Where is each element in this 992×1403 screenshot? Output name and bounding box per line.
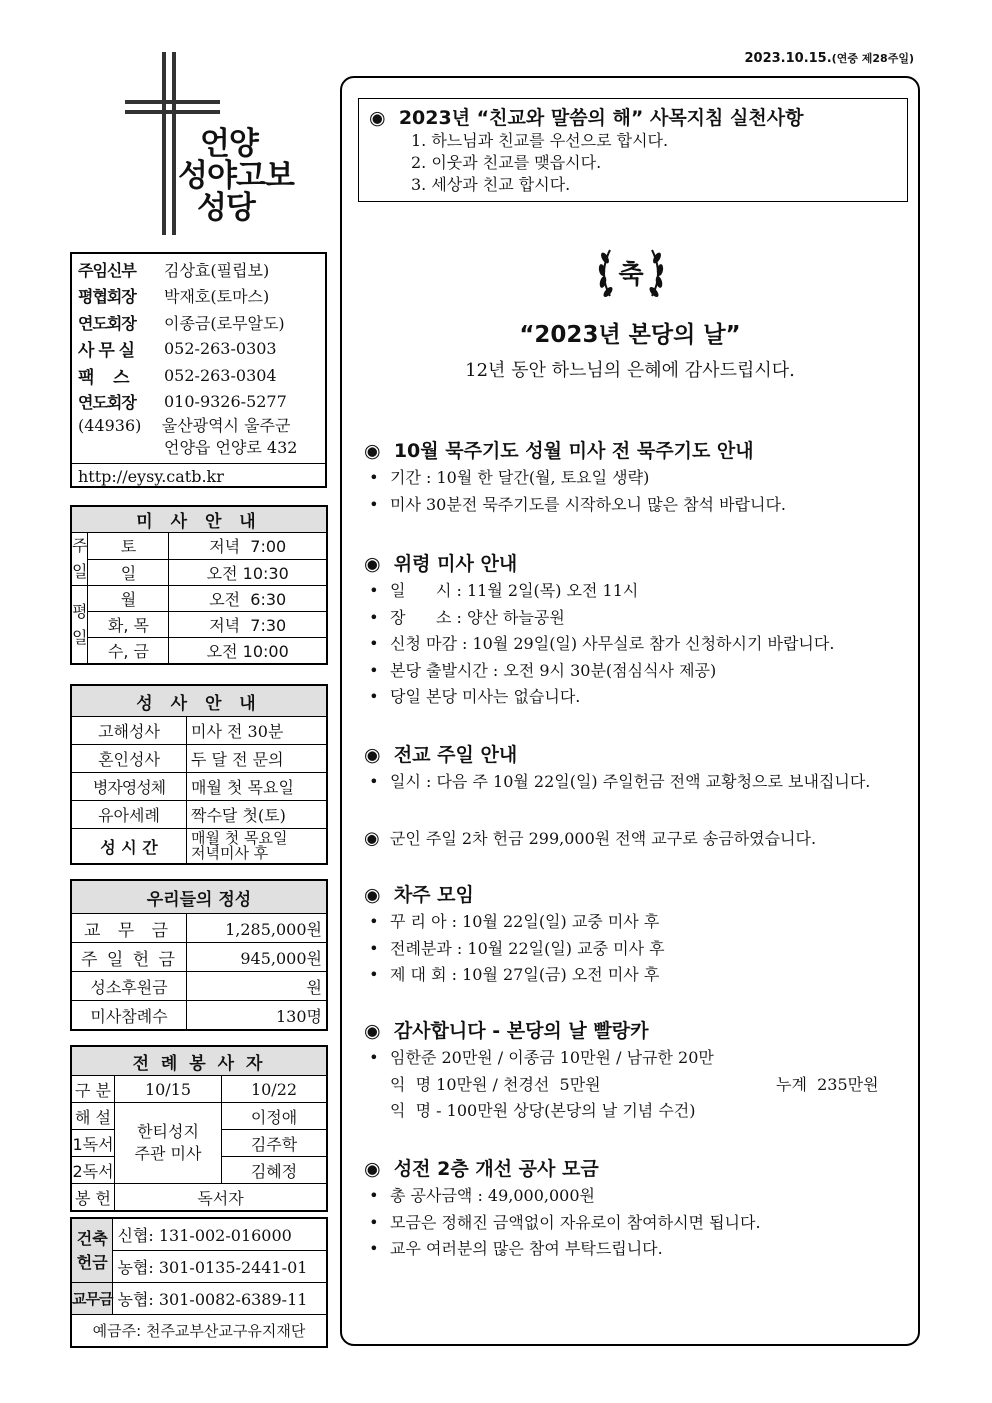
laurel-wreath-icon [596,238,666,308]
list-item: 본당 출발시간 : 오전 9시 30분(점심식사 제공) [390,660,717,680]
section-title: 감사합니다 - 본당의 날 빨랑카 [393,1020,649,1042]
table-row [71,1001,327,1031]
week-text: (연중 제28주일) [831,52,914,65]
account-holder: 예금주: 천주교부산교구유지재단 [71,1315,327,1348]
offering-name: 교 무 금 [71,914,187,943]
pastoral-item: 3. 세상과 친교 합시다. [411,175,571,194]
info-row [78,309,319,336]
mass-time: 오전 10:00 [169,638,327,665]
section-title: 성전 2층 개선 공사 모금 [393,1158,599,1180]
table-row [71,943,327,972]
list-item: 모금은 정해진 금액없이 자유로이 참여하시면 됩니다. [390,1212,761,1232]
pastoral-guideline-box [358,98,908,202]
table-row [71,914,327,943]
target-bullet-icon: ◉ [369,107,386,129]
mass-day: 화, 목 [88,612,169,638]
offering-amount: 130명 [187,1001,328,1031]
info-key: 주임신부 [78,260,136,280]
table-row [71,801,327,829]
bank-account-table [70,1217,328,1348]
server-name: 한티성지 [137,1122,199,1141]
list-item: 꾸 리 아 : 10월 22일(일) 교중 미사 후 [390,912,660,931]
parish-info-box [70,252,327,488]
list-item: 교우 여러분의 많은 참여 부탁드립니다. [390,1239,663,1258]
building-fund-label: 건축 [76,1228,108,1248]
list-item: 당일 본당 미사는 없습니다. [390,687,581,706]
bulletin-date [744,50,914,66]
sacrament-name: 병자영성체 [71,773,187,801]
sacrament-desc: 두 달 전 문의 [187,745,328,773]
building-fund-label: 헌금 [76,1252,108,1272]
mass-time: 저녁 7:30 [169,612,327,638]
list-item: 일시 : 다음 주 10월 22일(일) 주일헌금 전액 교황청으로 보내집니다. [390,772,871,791]
info-key: 연도회장 [78,313,136,333]
sacrament-name: 혼인성사 [71,745,187,773]
table-row [71,972,327,1001]
offering-name: 성소후원금 [71,972,187,1001]
server-role: 1독서 [71,1130,115,1157]
account-number: 신협: 131-002-016000 [113,1218,327,1251]
info-key: 팩 스 [78,367,129,388]
table-row [71,1184,327,1212]
server-name: 김혜정 [222,1157,328,1184]
sacrament-desc: 미사 전 30분 [187,717,328,745]
pastoral-title: 2023년 “친교와 말씀의 해” 사목지침 실천사항 [398,107,804,129]
target-bullet-icon: ◉ [364,440,381,462]
mass-day: 토 [88,533,169,560]
target-bullet-icon: ◉ [364,1158,381,1180]
servers-col-label: 구 분 [71,1076,115,1103]
church-name-line2: 성야고보 [178,158,294,194]
info-value: 052-263-0303 [164,339,277,359]
table-row [71,559,327,586]
table-row [71,717,327,745]
table-row [71,1283,327,1315]
info-row [78,336,319,363]
table-row [71,1315,327,1348]
servers-table-title: 전 례 봉 사 자 [71,1046,327,1076]
list-item: 총 공사금액 : 49,000,000원 [390,1186,595,1205]
account-number: 농협: 301-0135-2441-01 [113,1251,327,1283]
list-item: 제 대 회 : 10월 27일(금) 오전 미사 후 [390,965,660,984]
sacrament-desc: 저녁미사 후 [191,844,269,862]
list-item: 익 명 10만원 / 천경선 5만원 [390,1074,601,1094]
target-bullet-icon: ◉ [364,828,380,849]
church-name [178,128,294,224]
offering-amount: 945,000원 [187,943,328,972]
mass-time: 오전 10:30 [169,559,327,586]
table-row [71,745,327,773]
target-bullet-icon: ◉ [364,744,381,766]
table-row [71,533,327,560]
tithe-label: 교무금 [71,1283,113,1315]
table-row [71,1103,327,1130]
offering-table-title: 우리들의 정성 [71,880,327,914]
target-bullet-icon: ◉ [364,1020,381,1042]
website-link[interactable]: http://eysy.catb.kr [72,463,325,486]
sacrament-name: 고해성사 [71,717,187,745]
info-value: 이종금(로무알도) [164,313,285,333]
table-row [71,1218,327,1251]
feast-title: “2023년 본당의 날” [519,322,741,348]
info-key: 연도회장 [78,393,136,413]
server-role: 2독서 [71,1157,115,1184]
list-item: 익 명 - 100만원 상당(본당의 날 기념 수건) [390,1101,696,1120]
table-row [71,612,327,638]
list-item: 장 소 : 양산 하늘공원 [390,607,565,627]
construction-fund-section: ◉ 성전 2층 개선 공사 모금 • 총 공사금액 : 49,000,000원 • 모금은 정해진 금액없이 자유로이 참여하시면 됩니다. • 교우 여러분의 많은 참여 부탁드립니다. [364,1158,761,1258]
address [78,415,319,459]
weekday-label: 평일 [71,586,88,665]
info-key: 평협회장 [78,287,136,307]
servers-date: 10/15 [115,1076,222,1103]
church-name-line3: 성당 [196,190,255,226]
info-key: 사 무 실 [78,341,135,362]
list-item: 기간 : 10월 한 달간(월, 토요일 생략) [390,468,650,487]
emblem-text: 축 [618,260,644,290]
offering-amount: 원 [187,972,328,1001]
thanks-section: ◉ 감사합니다 - 본당의 날 빨랑카 • 임한준 20만원 / 이종금 10만원 / 남규한 20만 익 명 10만원 / 천경선 5만원 누계 235만원 익 명 - 100만원 상당(본당의 날 기념 수건) [364,1020,879,1120]
table-row [71,586,327,612]
table-row [71,829,327,865]
memorial-mass-section: ◉ 위령 미사 안내 • 일 시 : 11월 2일(목) 오전 11시 • 장 소 : 양산 하늘공원 • 신청 마감 : 10월 29일(일) 사무실로 참가 신청하시기 바랍니다. • 본당 출발시간 : 오전 9시 30분(점심식사 제공) • 당일 본당 미사는 없습니다. [364,553,835,706]
sunday-label: 주일 [71,533,88,586]
sacrament-desc: 짝수달 첫(토) [187,801,328,829]
server-name: 김주학 [222,1130,328,1157]
server-role: 해 설 [71,1103,115,1130]
offering-name: 주 일 헌 금 [71,943,187,972]
pastoral-item: 1. 하느님과 친교를 우선으로 합시다. [411,131,669,150]
list-item: 미사 30분전 묵주기도를 시작하오니 많은 참석 바랍니다. [390,494,786,514]
list-item: 신청 마감 : 10월 29일(일) 사무실로 참가 신청하시기 바랍니다. [390,634,835,653]
table-row [71,1076,327,1103]
mission-sunday-section: ◉ 전교 주일 안내 • 일시 : 다음 주 10월 22일(일) 주일헌금 전액 교황청으로 보내집니다. [364,744,871,791]
mass-schedule-table [70,505,328,665]
military-sunday-note [364,826,816,849]
info-value: 박재호(토마스) [164,287,270,307]
info-row [78,389,319,416]
table-row [71,638,327,665]
mass-time: 저녁 7:00 [169,533,327,560]
date-text: 2023.10.15. [744,51,832,66]
postcode: (44936) [78,416,142,435]
pastoral-item: 2. 이웃과 친교를 맺읍시다. [411,153,602,172]
liturgy-servers-table [70,1045,328,1212]
sacrament-table [70,684,328,865]
address-line2: 언양읍 언양로 432 [164,438,298,457]
sacrament-desc: 매월 첫 목요일 [191,829,288,847]
section-title: 전교 주일 안내 [393,744,518,766]
note-text: 군인 주일 2차 헌금 299,000원 전액 교구로 송금하였습니다. [389,829,817,848]
mass-day: 월 [88,586,169,612]
offering-table [70,879,328,1031]
mass-day: 일 [88,559,169,586]
server-name: 독서자 [115,1184,328,1212]
total-amount: 누계 235만원 [776,1074,879,1094]
info-row [78,256,319,283]
target-bullet-icon: ◉ [364,884,381,906]
mass-table-title: 미 사 안 내 [71,506,327,533]
offering-amount: 1,285,000원 [187,914,328,943]
list-item: 전례분과 : 10월 22일(일) 교중 미사 후 [390,938,665,958]
mass-time: 오전 6:30 [169,586,327,612]
info-value: 052-263-0304 [164,365,277,385]
account-number: 농협: 301-0082-6389-11 [113,1283,327,1315]
info-value: 010-9326-5277 [164,392,287,412]
target-bullet-icon: ◉ [364,553,381,575]
info-value: 김상효(필립보) [164,260,270,280]
info-row [78,362,319,389]
server-name: 이정애 [222,1103,328,1130]
feast-subtitle: 12년 동안 하느님의 은혜에 감사드립시다. [465,360,795,381]
sacrament-name: 성 시 간 [71,829,187,865]
offering-name: 미사참례수 [71,1001,187,1031]
next-week-meetings-section: ◉ 차주 모임 • 꾸 리 아 : 10월 22일(일) 교중 미사 후 • 전례분과 : 10월 22일(일) 교중 미사 후 • 제 대 회 : 10월 27일(금) 오전 미사 후 [364,884,665,984]
sacrament-desc: 매월 첫 목요일 [187,773,328,801]
servers-date: 10/22 [222,1076,328,1103]
sacrament-table-title: 성 사 안 내 [71,685,327,717]
list-item: 임한준 20만원 / 이종금 10만원 / 남규한 20만 [390,1048,714,1067]
table-row [71,773,327,801]
rosary-section: ◉ 10월 묵주기도 성월 미사 전 묵주기도 안내 • 기간 : 10월 한 달간(월, 토요일 생략) • 미사 30분전 묵주기도를 시작하오니 많은 참석 바랍니다. [364,440,786,514]
sacrament-name: 유아세례 [71,801,187,829]
server-name: 주관 미사 [134,1144,202,1163]
info-row [78,283,319,310]
server-role: 봉 헌 [71,1184,115,1212]
list-item: 일 시 : 11월 2일(목) 오전 11시 [390,581,639,600]
section-title: 위령 미사 안내 [393,553,518,575]
church-name-line1: 언양 [199,126,258,162]
address-line1: 울산광역시 울주군 [161,416,291,435]
section-title: 10월 묵주기도 성월 미사 전 묵주기도 안내 [393,440,754,462]
section-title: 차주 모임 [393,884,474,906]
mass-day: 수, 금 [88,638,169,665]
